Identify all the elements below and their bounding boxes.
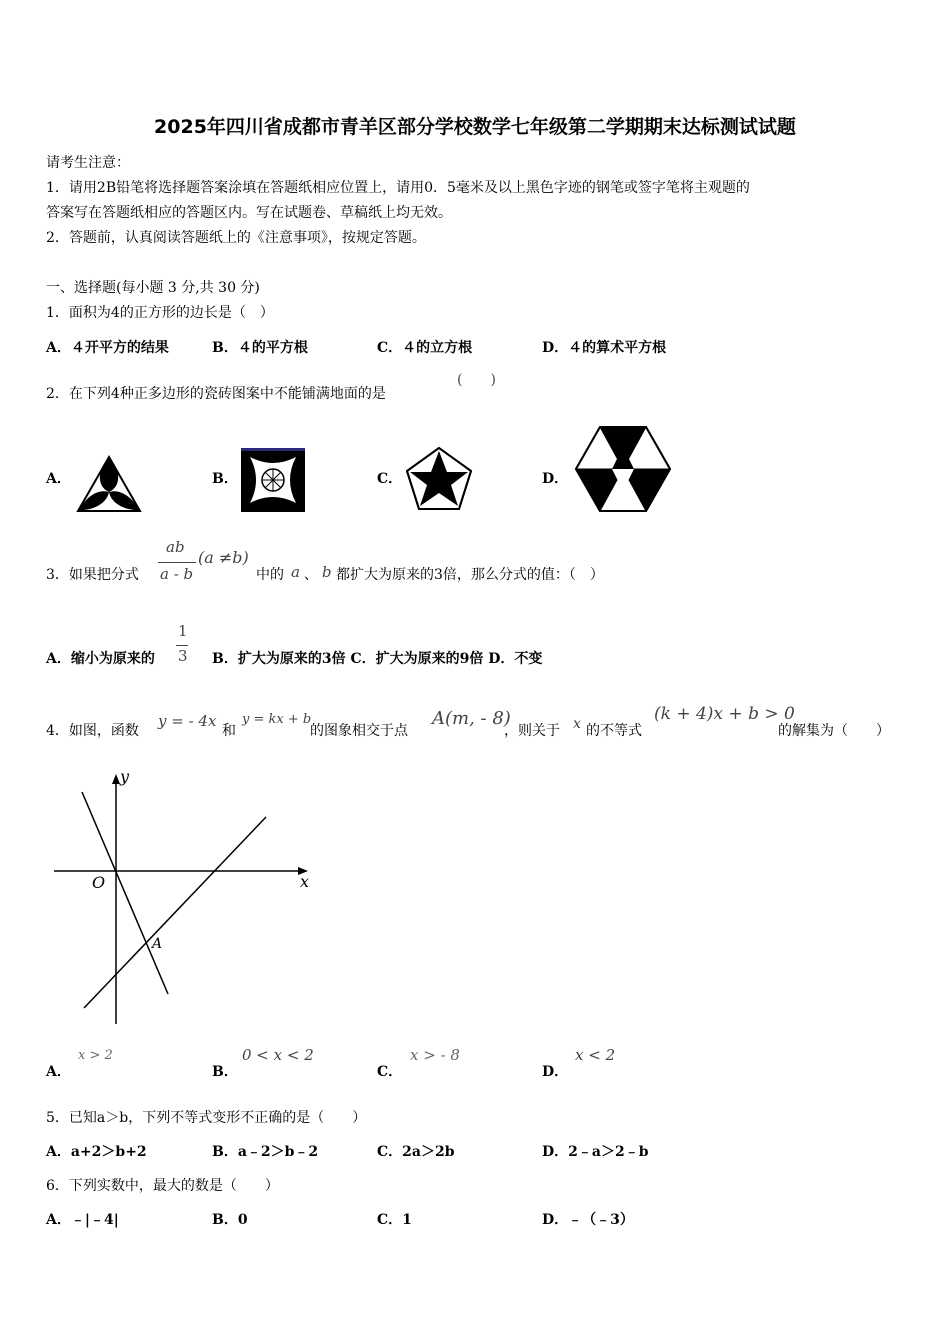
- q3-prefix: 3．如果把分式: [46, 567, 139, 583]
- q2-label-b: B．: [212, 471, 238, 487]
- q6-option-b: B．0: [212, 1212, 248, 1228]
- q2-label-a: A．: [46, 471, 71, 487]
- q2-figure-d: [574, 425, 672, 513]
- line-y-neg4x: [82, 792, 168, 994]
- q2-stem: 2．在下列4种正多边形的瓷砖图案中不能铺满地面的是: [46, 386, 386, 402]
- axis-label-x: x: [300, 872, 310, 891]
- q4-label-b: B．: [212, 1064, 238, 1080]
- q3-middle: 中的: [256, 567, 284, 583]
- q4-answer-b: 0 < x < 2: [242, 1046, 314, 1064]
- notice-line-1: 1．请用2B铅笔将选择题答案涂填在答题纸相应位置上，请用0．5毫米及以上黑色字迹的钢笔或签字笔将主观题的: [46, 180, 750, 196]
- q2-figure-a: [76, 455, 142, 513]
- q1-option-b: B．４的平方根: [212, 340, 308, 356]
- q4-mid3: 的不等式: [586, 723, 642, 739]
- q6-option-a: A．﹣|﹣4|: [46, 1212, 119, 1228]
- q3-var-a: a: [291, 563, 300, 581]
- q4-suffix: 的解集为（ ）: [778, 723, 890, 739]
- q4-answer-d: x < 2: [575, 1046, 616, 1064]
- q4-label-c: C．: [377, 1064, 403, 1080]
- q6-option-c: C．1: [377, 1212, 412, 1228]
- q2-label-d: D．: [542, 471, 569, 487]
- q3-option-a: A．缩小为原来的: [46, 651, 155, 667]
- q2-figure-c: [405, 446, 473, 512]
- q5-stem: 5．已知a＞b，下列不等式变形不正确的是（ ）: [46, 1110, 367, 1126]
- q4-graph: [50, 768, 320, 1030]
- point-a-label: A: [152, 936, 163, 952]
- q4-answer-a: x > 2: [78, 1048, 113, 1063]
- notice-line-2: 2．答题前，认真阅读答题纸上的《注意事项》，按规定答题。: [46, 230, 426, 246]
- q2-figure-b: [240, 447, 306, 513]
- q5-option-b: B．a﹣2＞b﹣2: [212, 1144, 319, 1160]
- q5-option-d: D．2﹣a＞2﹣b: [542, 1144, 649, 1160]
- q4-and: 和: [222, 723, 236, 739]
- q4-label-d: D．: [542, 1064, 569, 1080]
- q1-stem: 1．面积为4的正方形的边长是（ ）: [46, 305, 274, 321]
- q5-option-c: C．2a＞2b: [377, 1144, 455, 1160]
- q3-option-a-numerator: 1: [178, 622, 188, 640]
- line-y-kx-b: [84, 817, 266, 1008]
- section-heading: 一、选择题(每小题 3 分,共 30 分): [46, 280, 260, 296]
- q4-var: x: [573, 716, 581, 732]
- q3-suffix: 都扩大为原来的3倍，那么分式的值：（ ）: [336, 567, 604, 583]
- q3-option-a-bar: [176, 645, 188, 646]
- q4-mid: 的图象相交于点: [310, 723, 408, 739]
- q6-stem: 6．下列实数中，最大的数是（ ）: [46, 1178, 279, 1194]
- q1-option-d: D．４的算术平方根: [542, 340, 667, 356]
- q4-label-a: A．: [46, 1064, 71, 1080]
- q3-option-a-denominator: 3: [178, 647, 188, 665]
- q3-fraction-numerator: ab: [166, 538, 185, 556]
- q4-function-1: y = - 4x: [158, 712, 217, 730]
- q4-inequality: (k + 4)x + b > 0: [654, 704, 795, 724]
- q2-paren: ( ): [457, 372, 496, 388]
- q4-answer-c: x > - 8: [410, 1046, 460, 1064]
- q4-function-2: y = kx + b: [242, 712, 312, 727]
- q3-fraction-bar: [158, 562, 196, 563]
- q1-option-c: C．４的立方根: [377, 340, 473, 356]
- q5-option-a: A．a+2＞b+2: [46, 1144, 147, 1160]
- q3-separator: 、: [304, 567, 318, 583]
- q4-mid2: ，则关于: [504, 723, 560, 739]
- axis-label-y: y: [120, 767, 130, 786]
- q3-condition: (a ≠b): [198, 548, 249, 567]
- page-title: 2025年四川省成都市青羊区部分学校数学七年级第二学期期末达标测试试题: [154, 116, 796, 138]
- origin-label: O: [92, 873, 106, 892]
- q2-label-c: C．: [377, 471, 403, 487]
- q3-fraction-denominator: a - b: [160, 565, 194, 583]
- q1-option-a: A．４开平方的结果: [46, 340, 169, 356]
- q4-point: A(m, - 8): [432, 708, 511, 729]
- q4-prefix: 4．如图，函数: [46, 723, 139, 739]
- notice-heading: 请考生注意：: [46, 155, 130, 171]
- q6-option-d: D．﹣（﹣3）: [542, 1212, 634, 1228]
- q3-options-bcd: B．扩大为原来的3倍 C．扩大为原来的9倍 D．不变: [212, 651, 543, 667]
- notice-line-1b: 答案写在答题纸相应的答题区内。写在试题卷、草稿纸上均无效。: [46, 205, 452, 221]
- y-axis: [112, 774, 120, 1024]
- q3-var-b: b: [322, 563, 332, 581]
